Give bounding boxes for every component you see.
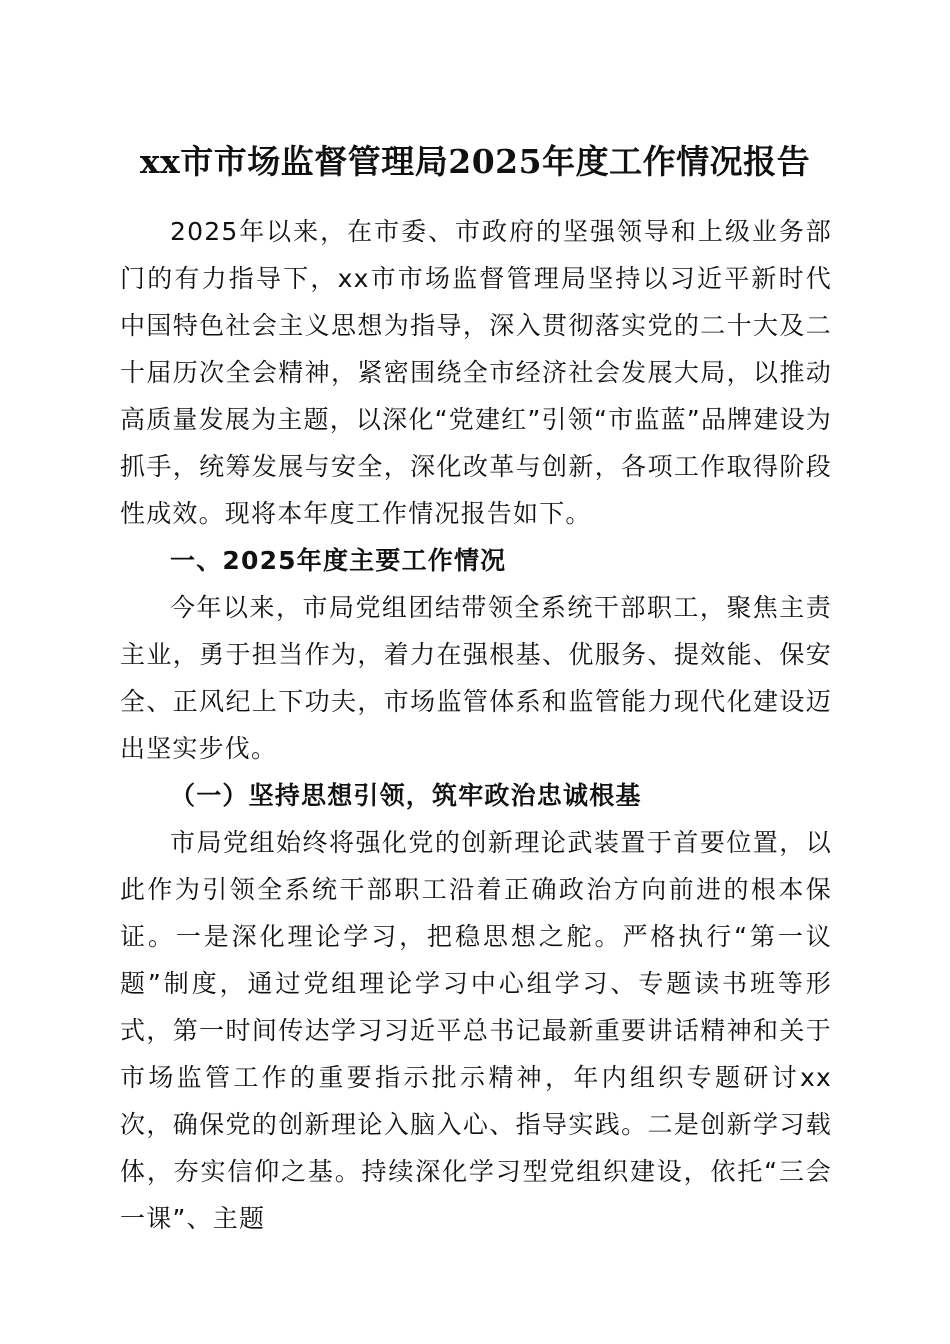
subsection-heading: （一）坚持思想引领，筑牢政治忠诚根基 bbox=[170, 781, 642, 810]
document-title: xx市市场监督管理局2025年度工作情况报告 bbox=[139, 142, 811, 181]
section-heading: 一、2025年度主要工作情况 bbox=[170, 546, 507, 575]
subsection-body-paragraph: 市局党组始终将强化党的创新理论武装置于首要位置，以此作为引领全系统干部职工沿着正确政治方向前进的根本保证。一是深化理论学习，把稳思想之舵。严格执行“第一议题”制度，通过党组理论学习中心组学习、专题读书班等形式，第一时间传达学习习近平总书记最新重要讲话精神和关于市场监管工作的重要指示批示精神，年内组织专题研讨xx次，确保党的创新理论入脑入心、指导实践。二是创新学习载体，夯实信仰之基。持续深化学习型党组织建设，依托“三会一课”、主题 bbox=[120, 828, 832, 1233]
intro-paragraph: 2025年以来，在市委、市政府的坚强领导和上级业务部门的有力指导下，xx市市场监督管理局坚持以习近平新时代中国特色社会主义思想为指导，深入贯彻落实党的二十大及二十届历次全会精神，紧密围绕全市经济社会发展大局，以推动高质量发展为主题，以深化“党建红”引领“市监蓝”品牌建设为抓手，统筹发展与安全，深化改革与创新，各项工作取得阶段性成效。现将本年度工作情况报告如下。 bbox=[120, 217, 832, 528]
document-body bbox=[120, 208, 832, 1242]
section-summary-paragraph: 今年以来，市局党组团结带领全系统干部职工，聚焦主责主业，勇于担当作为，着力在强根基、优服务、提效能、保安全、正风纪上下功夫，市场监管体系和监管能力现代化建设迈出坚实步伐。 bbox=[120, 593, 832, 763]
